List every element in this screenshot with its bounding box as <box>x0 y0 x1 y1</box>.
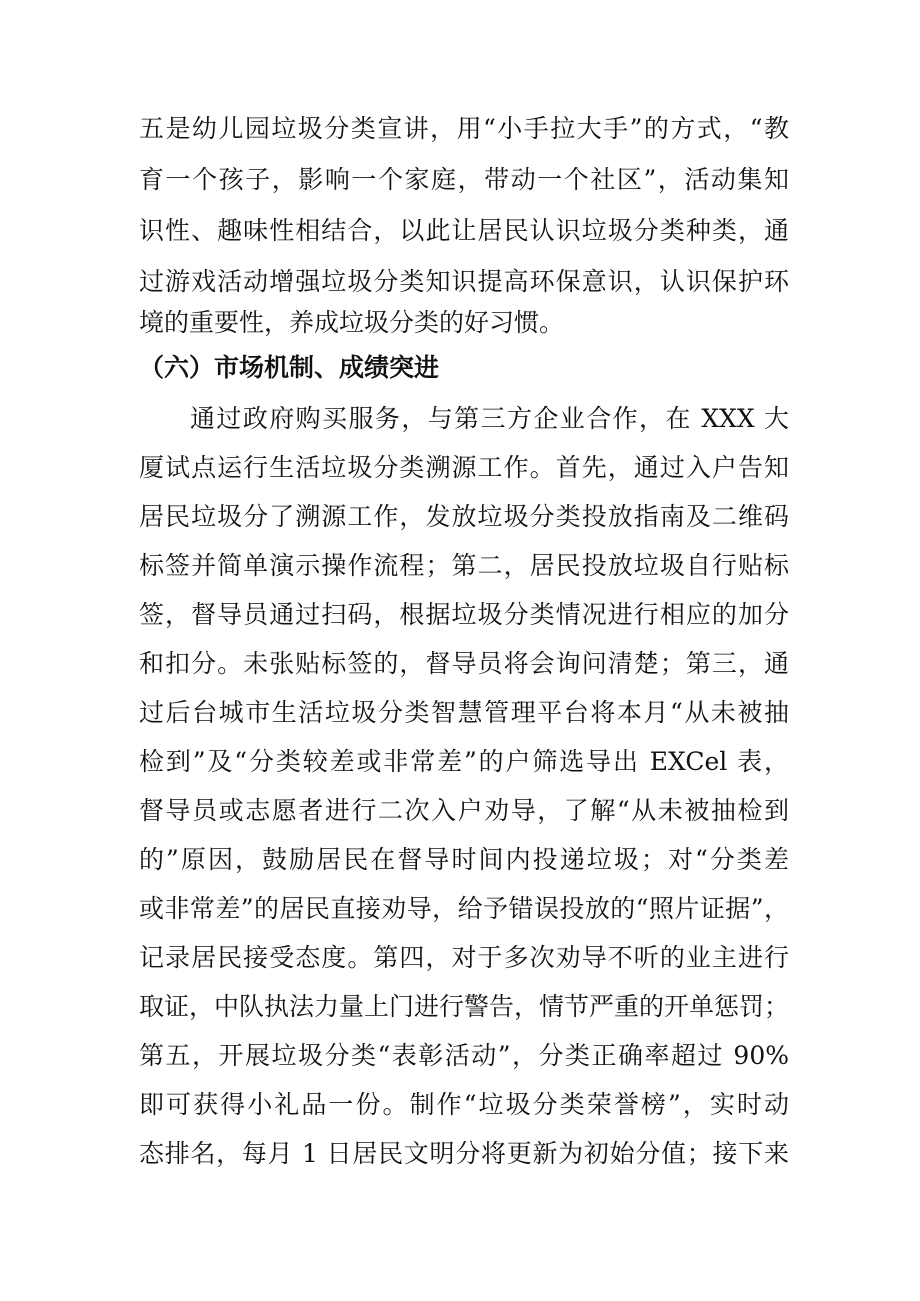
text-line: 督导员或志愿者进行二次入户劝导，了解“从未被抽检到 <box>139 796 789 825</box>
text-line: 过后台城市生活垃圾分类智慧管理平台将本月“从未被抽 <box>139 698 789 727</box>
text-line: 识性、趣味性相结合，以此让居民认识垃圾分类种类，通 <box>139 216 789 245</box>
text-line: 五是幼儿园垃圾分类宣讲，用“小手拉大手”的方式，“教 <box>139 114 789 143</box>
text-line: 取证，中队执法力量上门进行警告，情节严重的开单惩罚； <box>139 992 789 1021</box>
text-line: 过游戏活动增强垃圾分类知识提高环保意识，认识保护环 <box>139 267 789 296</box>
text-line: 标签并简单演示操作流程；第二，居民投放垃圾自行贴标 <box>139 551 789 580</box>
section-heading: （六）市场机制、成绩突进 <box>139 353 440 382</box>
text-line: 通过政府购买服务，与第三方企业合作，在 XXX 大 <box>190 404 789 433</box>
text-line: 记录居民接受态度。第四，对于多次劝导不听的业主进行 <box>139 943 789 972</box>
text-line: 境的重要性，养成垃圾分类的好习惯。 <box>139 308 565 337</box>
text-line: 的”原因，鼓励居民在督导时间内投递垃圾；对“分类差 <box>139 845 789 874</box>
text-line: 和扣分。未张贴标签的，督导员将会询问清楚；第三，通 <box>139 649 789 678</box>
text-line: 或非常差”的居民直接劝导，给予错误投放的“照片证据”， <box>139 894 789 923</box>
text-line: 居民垃圾分了溯源工作，发放垃圾分类投放指南及二维码 <box>139 502 789 531</box>
text-line: 厦试点运行生活垃圾分类溯源工作。首先，通过入户告知 <box>139 453 789 482</box>
text-line: 检到”及“分类较差或非常差”的户筛选导出 EXCel 表， <box>139 747 789 776</box>
text-line: 签，督导员通过扫码，根据垃圾分类情况进行相应的加分 <box>139 600 789 629</box>
text-line: 育一个孩子，影响一个家庭，带动一个社区”，活动集知 <box>139 165 789 194</box>
text-line: 第五，开展垃圾分类“表彰活动”，分类正确率超过 90% <box>139 1041 789 1070</box>
text-line: 即可获得小礼品一份。制作“垃圾分类荣誉榜”，实时动 <box>139 1090 789 1119</box>
text-line: 态排名，每月 1 日居民文明分将更新为初始分值；接下来 <box>139 1139 789 1168</box>
